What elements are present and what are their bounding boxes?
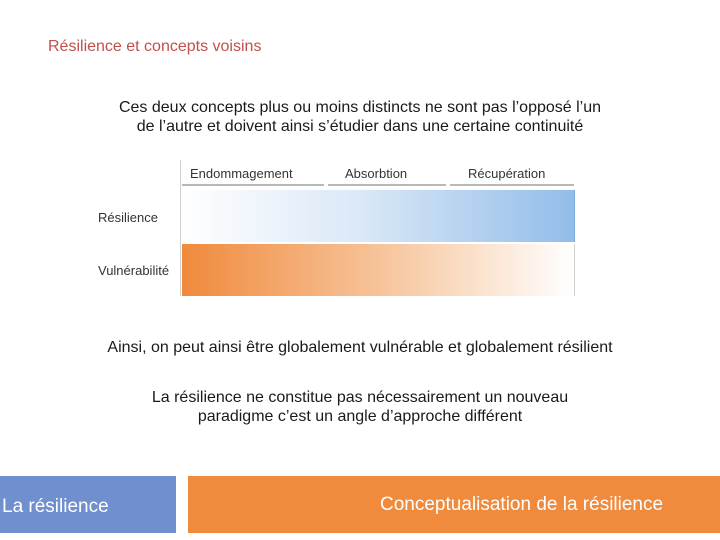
column-divider-endommagement xyxy=(182,184,324,186)
continuum-diagram xyxy=(90,160,590,300)
row-label-resilience: Résilience xyxy=(98,210,158,225)
resilience-gradient-bar xyxy=(182,190,575,242)
intro-paragraph xyxy=(0,98,720,136)
column-header-recuperation: Récupération xyxy=(468,166,546,181)
conclusion-paragraph: Ainsi, on peut ainsi être globalement vulnérable et globalement résilient xyxy=(107,339,613,356)
diagram-left-border xyxy=(180,160,181,296)
column-divider-absorbtion xyxy=(328,184,446,186)
footer-left-label: La résilience xyxy=(2,496,109,517)
paradigm-paragraph xyxy=(0,388,720,426)
column-divider-recuperation xyxy=(450,184,574,186)
intro-line-2: de l’autre et doivent ainsi s’étudier dans une certaine continuité xyxy=(136,118,584,135)
intro-line-1: Ces deux concepts plus ou moins distincts ne sont pas l’opposé l’un xyxy=(118,99,602,116)
footer-right-label: Conceptualisation de la résilience xyxy=(380,494,664,515)
slide-title: Résilience et concepts voisins xyxy=(48,38,262,55)
paradigm-line-1: La résilience ne constitue pas nécessairement un nouveau xyxy=(151,389,569,406)
footer-section-conceptualisation[interactable] xyxy=(188,476,720,533)
column-header-absorbtion: Absorbtion xyxy=(345,166,408,181)
row-label-vulnerabilite: Vulnérabilité xyxy=(98,263,170,278)
column-header-endommagement: Endommagement xyxy=(190,166,293,181)
footer-section-la-resilience[interactable] xyxy=(0,476,176,533)
vulnerability-gradient-bar xyxy=(182,244,575,296)
paradigm-line-2: paradigme c’est un angle d’approche différent xyxy=(197,408,523,425)
